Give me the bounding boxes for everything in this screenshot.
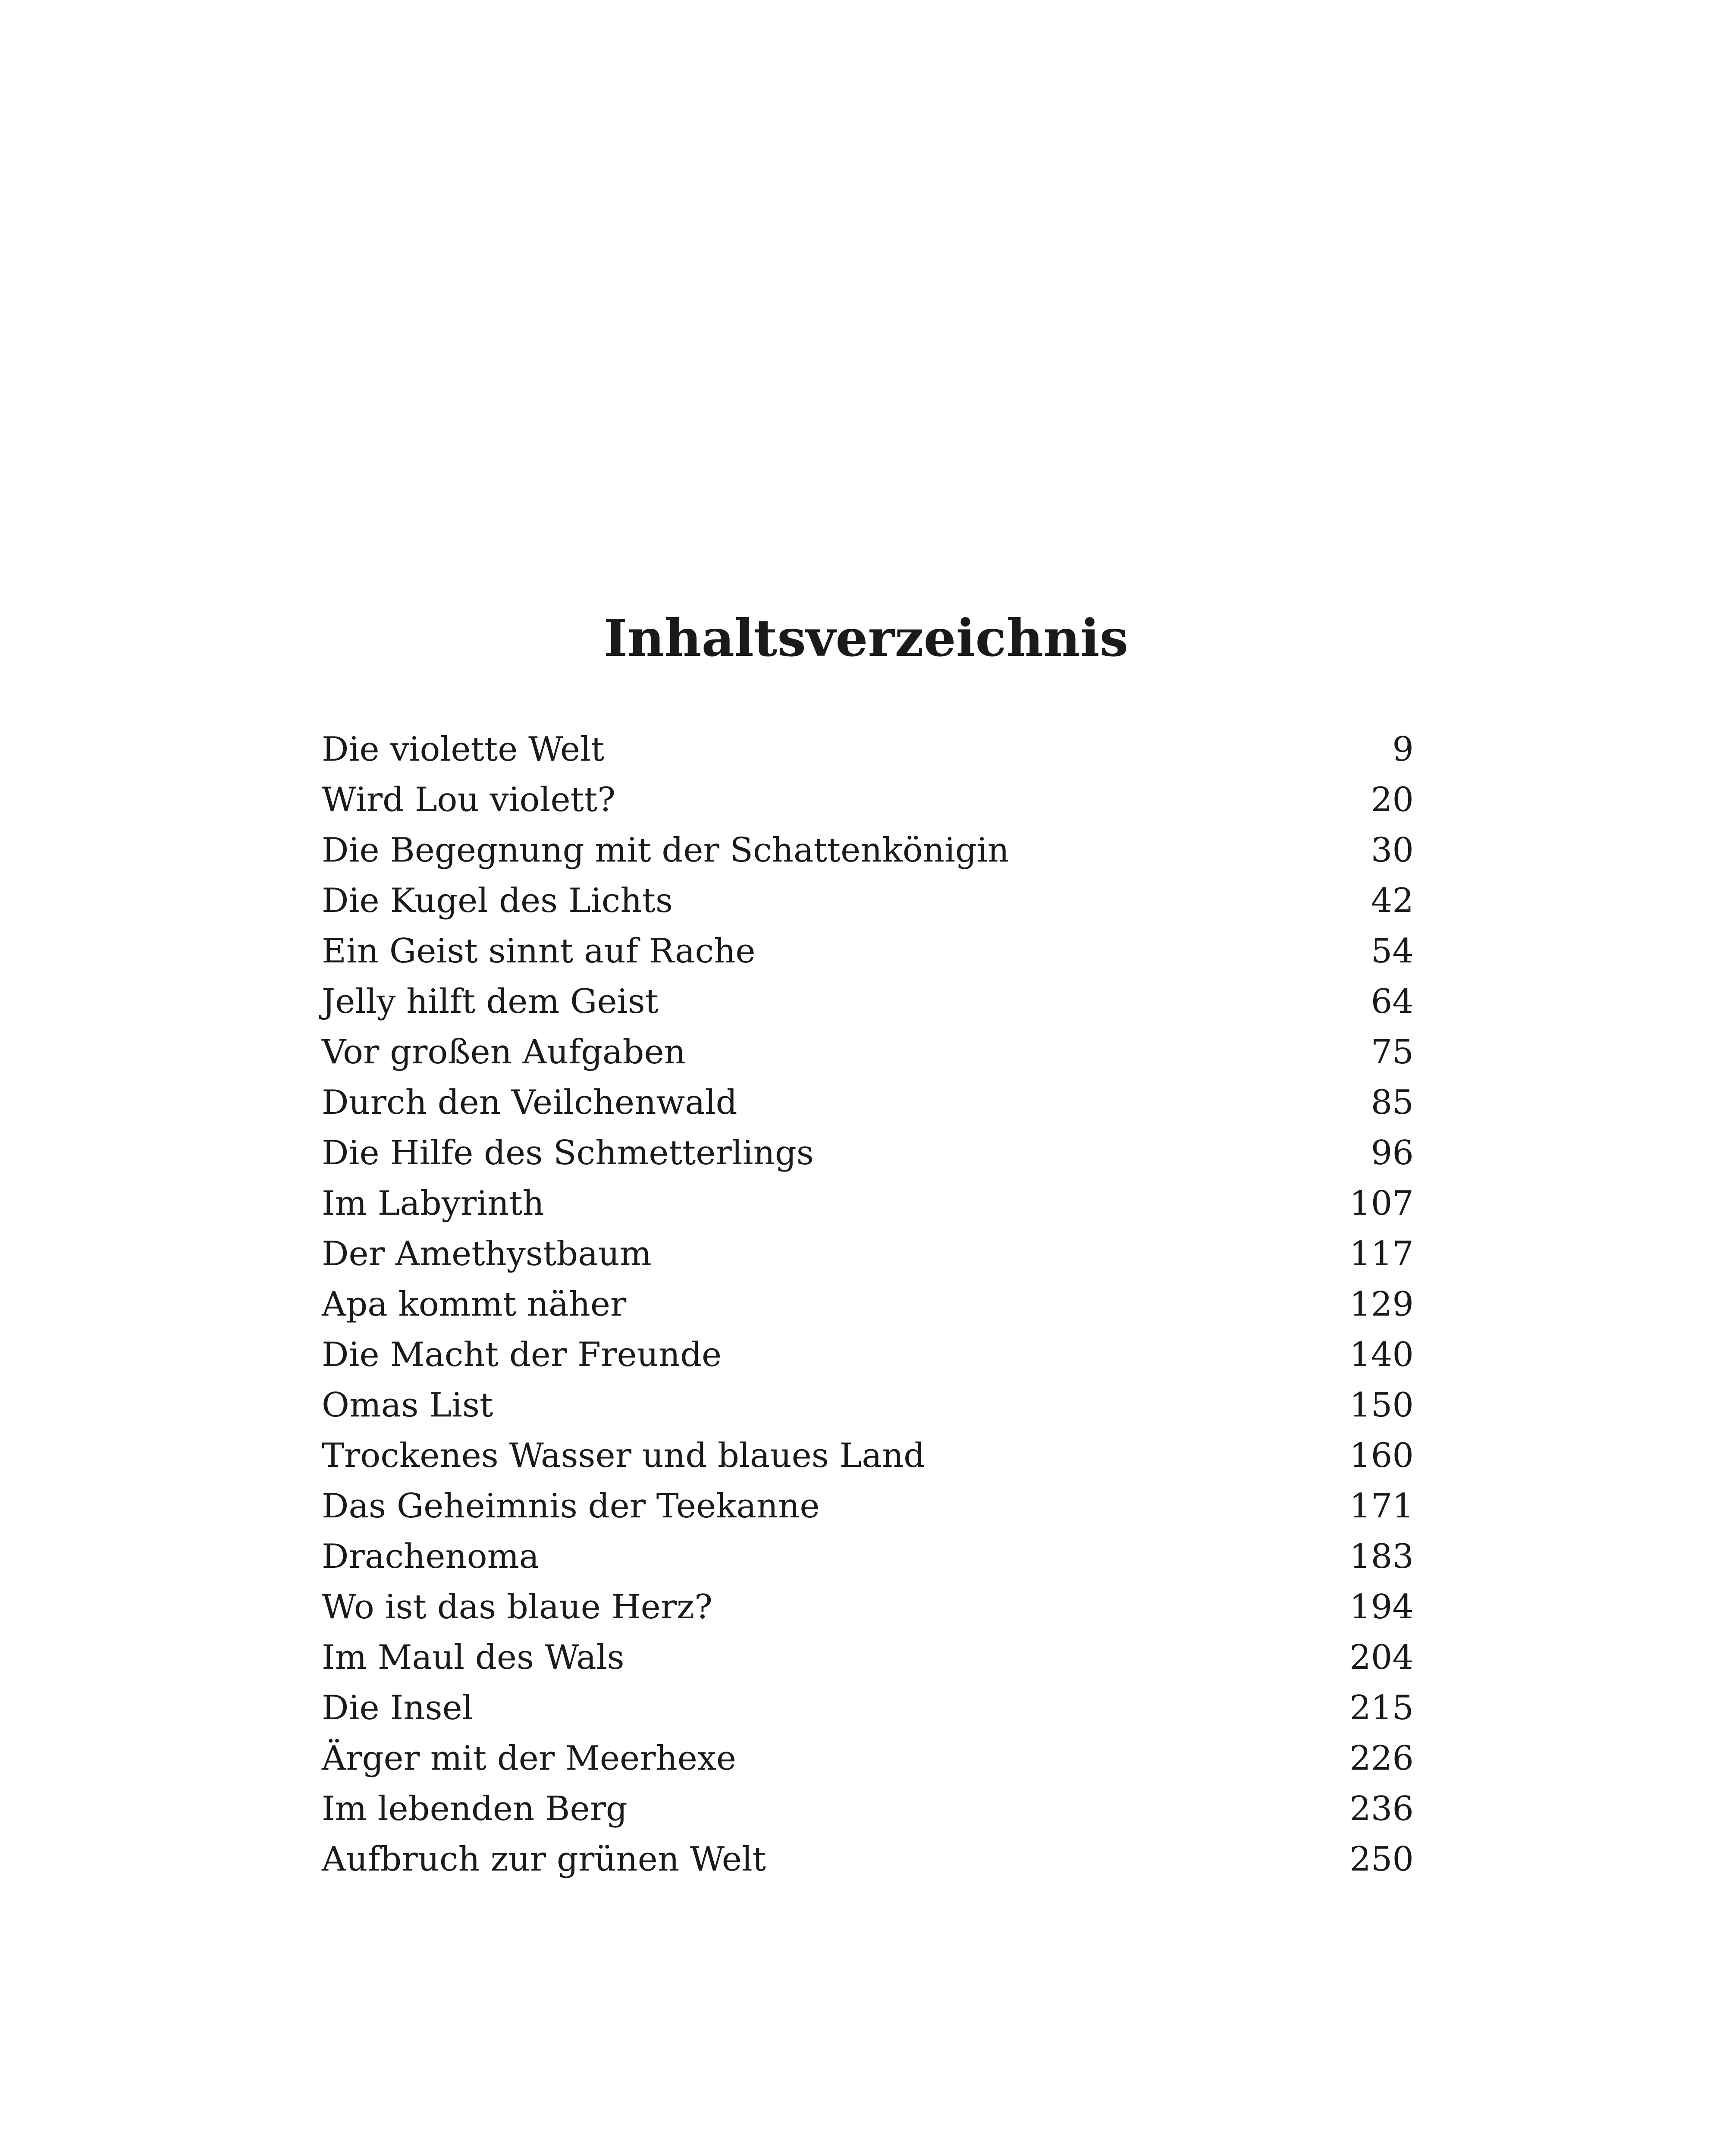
- toc-entry: [322, 1027, 1414, 1078]
- toc-entry-title: Die Insel: [322, 1689, 473, 1727]
- page-title: Inhaltsverzeichnis: [603, 608, 1129, 668]
- toc-entry-page-number: 42: [1371, 881, 1414, 920]
- toc-entry-page-number: 129: [1349, 1285, 1414, 1324]
- toc-entry-page-number: 171: [1349, 1487, 1414, 1526]
- toc-entry: [322, 825, 1414, 876]
- toc-entry-page-number: 30: [1371, 831, 1414, 870]
- toc-entry-title: Die Kugel des Lichts: [322, 881, 673, 920]
- toc-entry: [322, 1128, 1414, 1178]
- toc-entry: [322, 1178, 1414, 1229]
- toc-entry-page-number: 194: [1349, 1588, 1414, 1626]
- toc-entry-page-number: 96: [1371, 1134, 1414, 1172]
- toc-entry: [322, 775, 1414, 825]
- toc-entry-page-number: 183: [1349, 1537, 1414, 1576]
- toc-entry-title: Omas List: [322, 1386, 493, 1425]
- toc-entry-title: Durch den Veilchenwald: [322, 1083, 737, 1122]
- toc-entry: [322, 724, 1414, 775]
- toc-entry-title: Ärger mit der Meerhexe: [322, 1739, 737, 1778]
- toc-entry-page-number: 226: [1349, 1739, 1414, 1778]
- toc-entry-page-number: 117: [1349, 1235, 1414, 1273]
- toc-entry-title: Die violette Welt: [322, 730, 605, 769]
- toc-entry: [322, 876, 1414, 926]
- toc-entry: [322, 1834, 1414, 1885]
- toc-entry: [322, 1330, 1414, 1380]
- toc-entry: [322, 1733, 1414, 1784]
- toc-entry-page-number: 140: [1349, 1335, 1414, 1374]
- toc-entry-title: Das Geheimnis der Teekanne: [322, 1487, 820, 1526]
- toc-entry-page-number: 204: [1349, 1638, 1414, 1677]
- toc-entry-page-number: 150: [1349, 1386, 1414, 1425]
- toc-entry-title: Die Begegnung mit der Schattenkönigin: [322, 831, 1010, 870]
- toc-entry-title: Drachenoma: [322, 1537, 540, 1576]
- toc-entry-title: Ein Geist sinnt auf Rache: [322, 932, 756, 971]
- toc-entry-title: Aufbruch zur grünen Welt: [322, 1840, 766, 1879]
- toc-entry: [322, 1481, 1414, 1532]
- toc-entry: [322, 1229, 1414, 1279]
- toc-entry-page-number: 9: [1392, 730, 1414, 769]
- toc-entry: [322, 1380, 1414, 1431]
- toc-entry: [322, 1078, 1414, 1128]
- toc-entry-title: Apa kommt näher: [322, 1285, 627, 1324]
- toc-entry: [322, 1683, 1414, 1733]
- toc-entry: [322, 926, 1414, 977]
- toc-entry: [322, 977, 1414, 1027]
- toc-entry-page-number: 75: [1371, 1033, 1414, 1072]
- toc-entry-title: Vor großen Aufgaben: [322, 1033, 686, 1072]
- toc-entry-title: Jelly hilft dem Geist: [322, 982, 659, 1021]
- toc-entry-title: Im Labyrinth: [322, 1184, 544, 1223]
- toc-entry-page-number: 20: [1371, 780, 1414, 819]
- toc-entry: [322, 1633, 1414, 1683]
- toc-entry: [322, 1279, 1414, 1330]
- toc-entry-title: Im Maul des Wals: [322, 1638, 624, 1677]
- toc-entry-page-number: 215: [1349, 1689, 1414, 1727]
- toc-entry-page-number: 236: [1349, 1789, 1414, 1828]
- toc-entry-title: Die Hilfe des Schmetterlings: [322, 1134, 814, 1172]
- toc-entry: [322, 1582, 1414, 1633]
- toc-entry-title: Trockenes Wasser und blaues Land: [322, 1436, 926, 1475]
- toc-entry-page-number: 250: [1349, 1840, 1414, 1879]
- toc-entry-title: Im lebenden Berg: [322, 1789, 628, 1828]
- toc-entry-title: Der Amethystbaum: [322, 1235, 652, 1273]
- toc-list: [322, 724, 1414, 1885]
- toc-entry-page-number: 160: [1349, 1436, 1414, 1475]
- toc-entry-title: Wo ist das blaue Herz?: [322, 1588, 712, 1626]
- toc-entry: [322, 1431, 1414, 1481]
- toc-entry-title: Wird Lou violett?: [322, 780, 616, 819]
- toc-entry: [322, 1532, 1414, 1582]
- toc-entry-page-number: 64: [1371, 982, 1414, 1021]
- toc-entry-page-number: 54: [1371, 932, 1414, 971]
- toc-entry-title: Die Macht der Freunde: [322, 1335, 722, 1374]
- toc-entry-page-number: 85: [1371, 1083, 1414, 1122]
- toc-entry: [322, 1784, 1414, 1834]
- toc-entry-page-number: 107: [1349, 1184, 1414, 1223]
